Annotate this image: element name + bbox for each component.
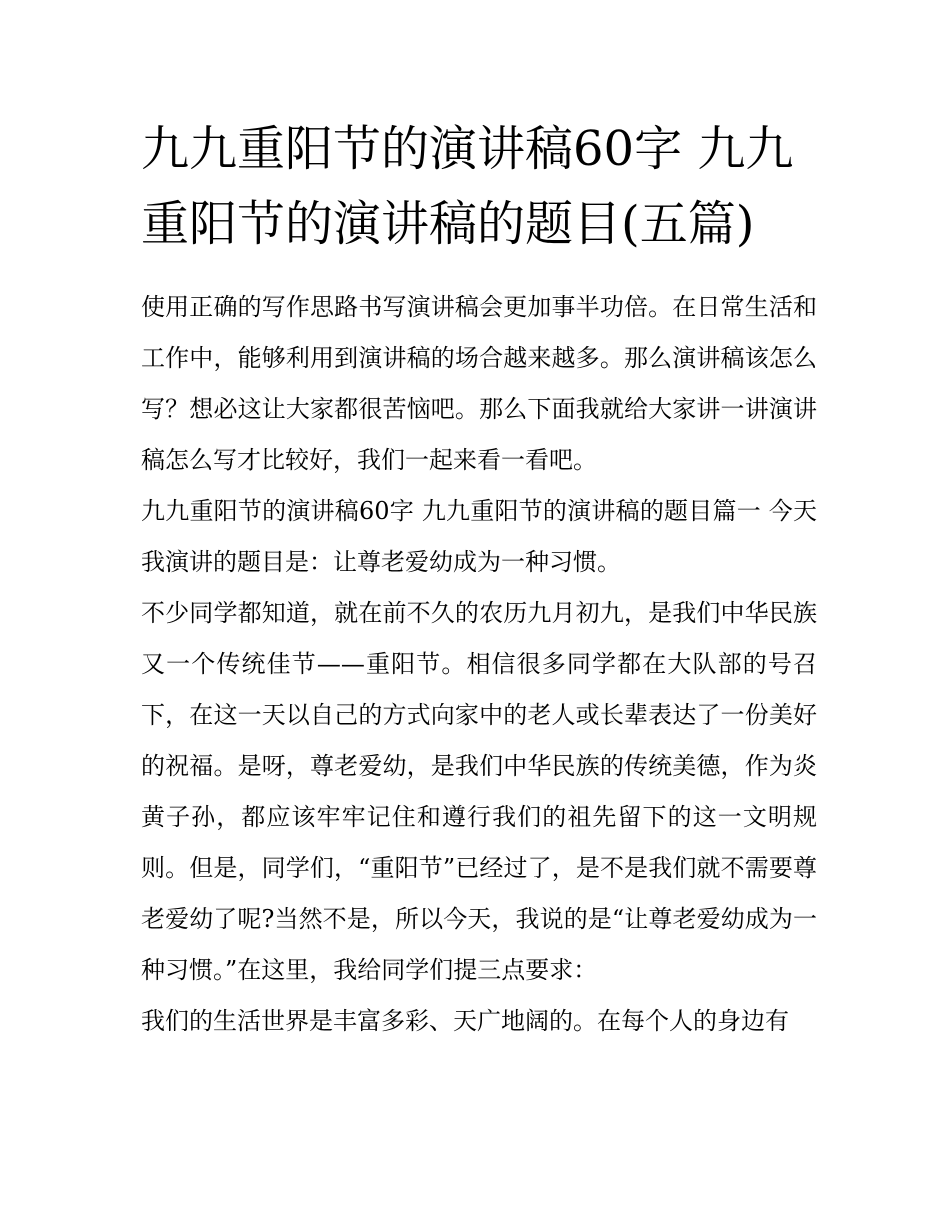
paragraph-speech-heading: 九九重阳节的演讲稿60字 九九重阳节的演讲稿的题目篇一 今天我演讲的题目是：让尊老爱幼成为一种习惯。 — [141, 497, 817, 576]
document-body — [141, 112, 817, 1047]
document-title: 九九重阳节的演讲稿60字 九九重阳节的演讲稿的题目(五篇) — [141, 121, 794, 252]
paragraph-speech-body: 不少同学都知道，就在前不久的农历九月初九，是我们中华民族又一个传统佳节——重阳节。相信很多同学都在大队部的号召下，在这一天以自己的方式向家中的老人或长辈表达了一份美好的祝福。是呀，尊老爱幼，是我们中华民族的传统美德，作为炎黄子孙，都应该牢牢记住和遵行我们的祖先留下的这一文明规则。但是，同学们，“重阳节”已经过了，是不是我们就不需要尊老爱幼了呢?当然不是，所以今天，我说的是“让尊老爱幼成为一种习惯。”在这里，我给同学们提三点要求： — [141, 599, 817, 984]
paragraph-intro: 使用正确的写作思路书写演讲稿会更加事半功倍。在日常生活和工作中，能够利用到演讲稿的场合越来越多。那么演讲稿该怎么写？想必这让大家都很苦恼吧。那么下面我就给大家讲一讲演讲稿怎么写才比较好，我们一起来看一看吧。 — [141, 293, 817, 474]
paragraph-speech-continued: 我们的生活世界是丰富多彩、天广地阔的。在每个人的身边有 — [141, 1007, 789, 1035]
